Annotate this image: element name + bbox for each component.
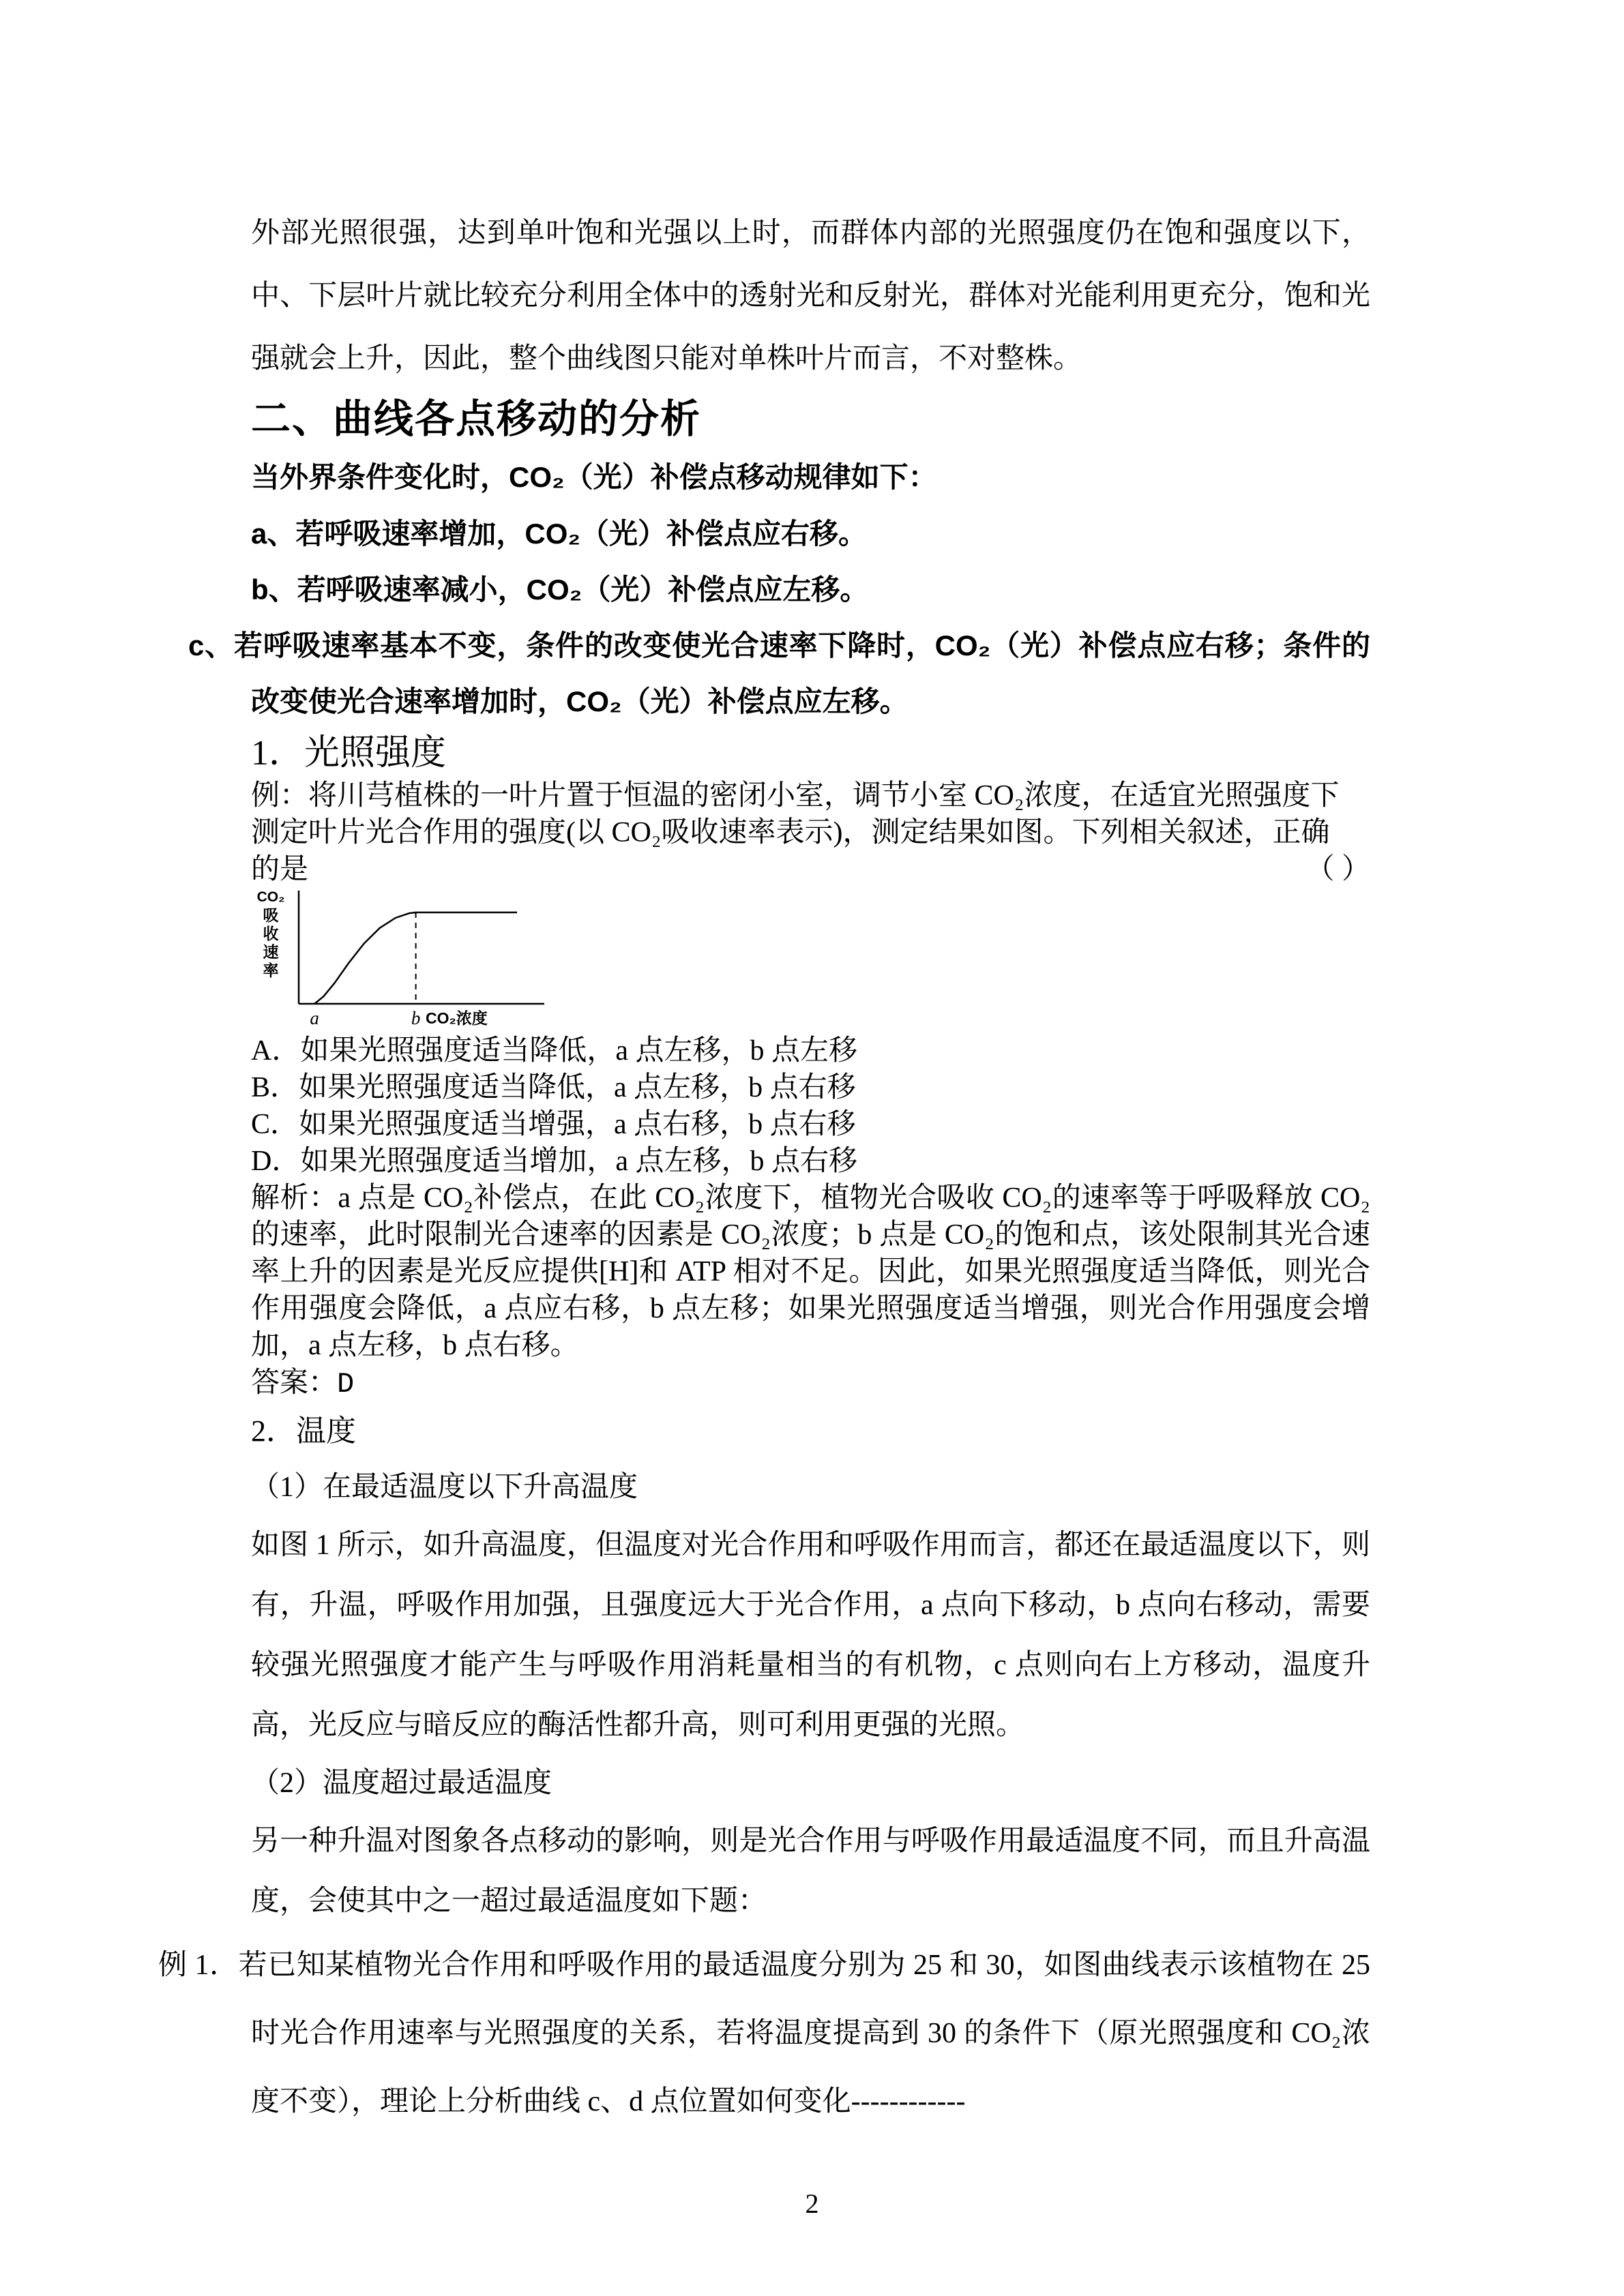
rule-b: b、若呼吸速率减小，CO₂（光）补偿点应左移。	[251, 573, 869, 606]
figure-y-axis-label-part: 吸	[263, 906, 279, 924]
answer-value: D	[337, 1368, 355, 1401]
co2-uptake-figure	[251, 888, 1370, 1032]
figure-y-axis-label-part: 率	[263, 961, 279, 979]
temperature-sub2-text: 另一种升温对图象各点移动的影响，则是光合作用与呼吸作用最适温度不同，而且升高温度，会使其中之一超过最适温度如下题：	[251, 1825, 1370, 1917]
answer-bracket: （ ）	[1305, 854, 1370, 885]
temperature-sub1-text: 如图 1 所示，如升高温度，但温度对光合作用和呼吸作用而言，都还在最适温度以下，则有，升温，呼吸作用加强，且强度远大于光合作用，a 点向下移动，b 点向右移动，需要较强光照强度才能产生与呼吸作用消耗量相当的有机物，c 点则向右上方移动，温度升高，光反应与暗反应的酶活性都升高，则可利用更强的光照。	[251, 1530, 1370, 1741]
temperature-heading: 2．温度	[251, 1414, 356, 1448]
figure-point-b-label: b	[411, 1008, 421, 1028]
example-paragraph	[251, 777, 1370, 888]
continuation-paragraph: 外部光照很强，达到单叶饱和光强以上时，而群体内部的光照强度仍在饱和强度以下，中、下层叶片就比较充分利用全体中的透射光和反射光，群体对光能利用更充分，饱和光强就会上升，因此，整个曲线图只能对单株叶片而言，不对整株。	[251, 218, 1370, 374]
rule-a: a、若呼吸速率增加，CO₂（光）补偿点应右移。	[251, 518, 868, 550]
figure-y-axis-label-part: CO₂	[256, 889, 285, 905]
analysis-paragraph: 解析：a 点是 CO₂补偿点，在此 CO₂浓度下，植物光合吸收 CO₂的速率等于呼吸释放 CO₂的速率，此时限制光合速率的因素是 CO₂浓度；b 点是 CO₂的饱和点，该处限制其光合速率上升的因素是光反应提供[H]和 ATP 相对不足。因此，如果光照强度适当降低，则光合作用强度会降低，a 点应右移，b 点左移；如果光照强度适当增强，则光合作用强度会增加，a 点左移，b 点右移。	[251, 1182, 1370, 1361]
temperature-example1: 例 1．若已知某植物光合作用和呼吸作用的最适温度分别为 25 和 30，如图曲线表示该植物在 25 时光合作用速率与光照强度的关系，若将温度提高到 30 的条件下（原光照强度和 CO₂浓度不变），理论上分析曲线 c、d 点位置如何变化------------	[158, 1950, 1370, 2117]
figure-y-axis-label	[251, 888, 291, 980]
example-line-1: 例：将川芎植株的一叶片置于恒温的密闭小室，调节小室 CO₂浓度，在适宜光照强度下	[251, 780, 1340, 811]
co2-figure-svg	[291, 888, 550, 1032]
options-list	[251, 1032, 1370, 1180]
option-d: D．如果光照强度适当增加，a 点左移，b 点右移	[251, 1146, 857, 1177]
figure-y-axis-label-part: 收	[263, 925, 279, 942]
example-line-3-row	[251, 851, 1370, 888]
figure-point-a-label: a	[310, 1008, 319, 1028]
temperature-sub1-heading: （1）在最适温度以下升高温度	[251, 1472, 638, 1503]
figure-x-axis-label: CO₂浓度	[426, 1009, 488, 1027]
figure-y-axis-label-part: 速	[263, 943, 279, 961]
light-intensity-heading: 1．光照强度	[251, 734, 447, 773]
section-two-heading: 二、曲线各点移动的分析	[251, 397, 702, 441]
answer-line	[251, 1364, 1370, 1403]
example-line-2: 测定叶片光合作用的强度(以 CO₂吸收速率表示)，测定结果如图。下列相关叙述，正确	[251, 817, 1330, 848]
option-c: C．如果光照强度适当增强，a 点右移，b 点右移	[251, 1109, 856, 1140]
answer-label: 答案：	[251, 1367, 338, 1399]
rule-c: c、若呼吸速率基本不变，条件的改变使光合速率下降时，CO₂（光）补偿点应右移；条件的改变使光合速率增加时，CO₂（光）补偿点应左移。	[188, 629, 1370, 717]
option-b: B．如果光照强度适当降低，a 点左移，b 点右移	[251, 1072, 856, 1103]
option-a: A．如果光照强度适当降低，a 点左移，b 点左移	[251, 1035, 857, 1067]
temperature-sub2-heading: （2）温度超过最适温度	[251, 1768, 552, 1799]
section-two-intro: 当外界条件变化时，CO₂（光）补偿点移动规律如下：	[251, 461, 937, 493]
page-number: 2	[805, 2188, 819, 2219]
example-line-3: 的是	[251, 854, 309, 885]
